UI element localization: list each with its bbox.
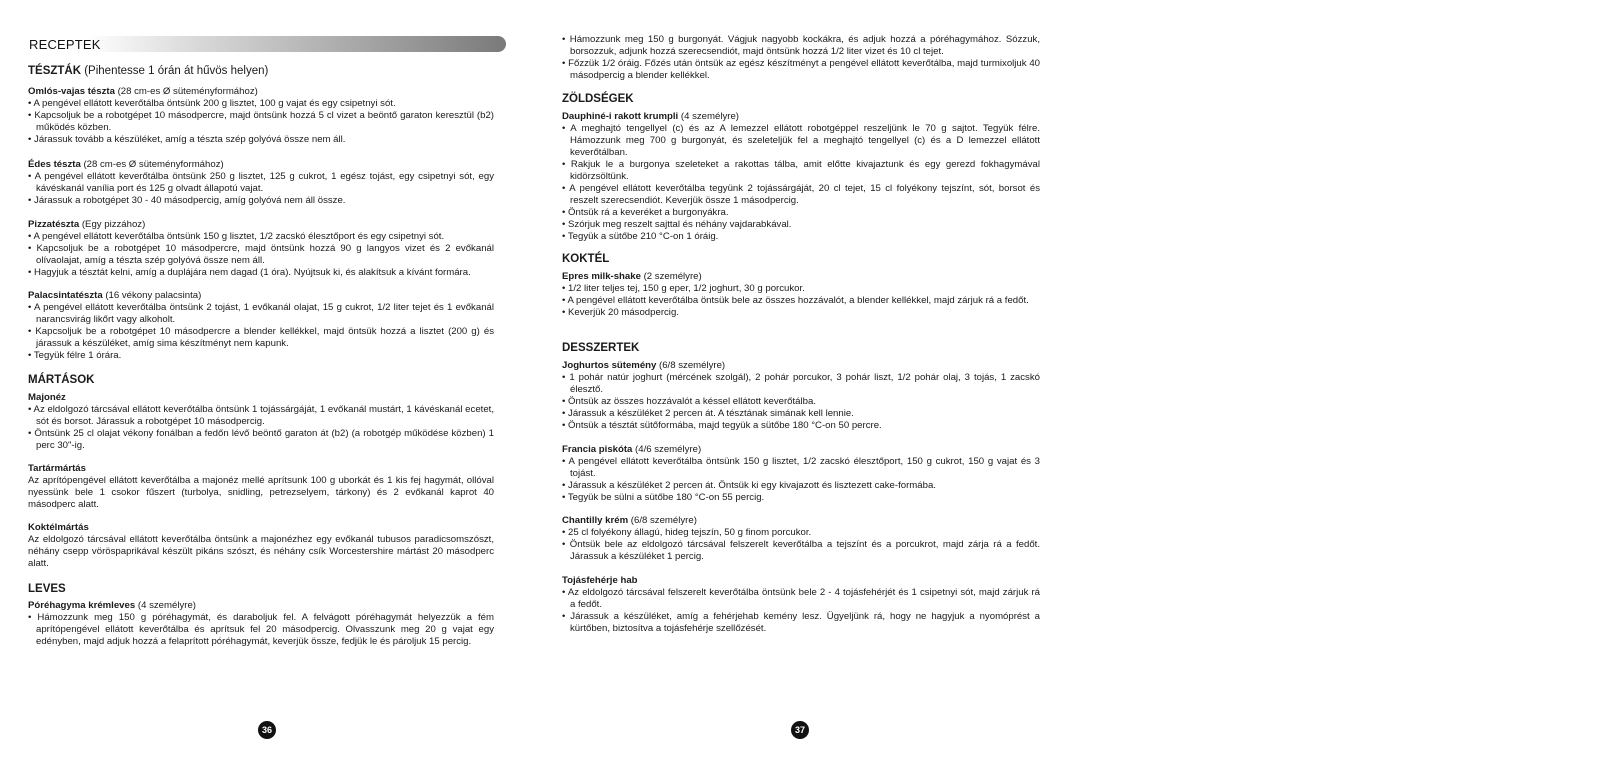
recipe-title: Omlós-vajas tészta [28, 86, 115, 97]
recipe-step: • 1 pohár natúr joghurt (mércének szolgál), 2 pohár porcukor, 3 pohár liszt, 1/2 pohár olaj, 3 tojás, 1 zacskó élesztő. [562, 372, 1040, 395]
recipe-step: • Járassuk tovább a készüléket, amíg a tészta szép golyóvá össze nem áll. [28, 134, 346, 145]
recipe-step: • Kapcsoljuk be a robotgépet 10 másodpercre a blender kellékkel, majd öntsük hozzá a lisztet (200 g) és járassuk a készüléket, amíg sima készítményt nem kapunk. [28, 326, 494, 349]
recipe-francia-piskota [562, 444, 1040, 504]
section-note-tesztak: (Pihentesse 1 órán át hűvös helyen) [81, 65, 269, 77]
recipe-note: (4 személyre) [135, 600, 196, 611]
section-heading-tesztak: TÉSZTÁK [28, 65, 82, 77]
section-heading-leves: LEVES [28, 583, 66, 595]
recipe-edes [28, 159, 494, 207]
recipe-step: • Öntsük az összes hozzávalót a késsel ellátott keverőtálba. [562, 396, 816, 407]
recipe-step: • 1/2 liter teljes tej, 150 g eper, 1/2 joghurt, 30 g porcukor. [562, 283, 805, 294]
recipe-text: Az aprítópengével ellátott keverőtálba a majonéz mellé aprítsunk 100 g uborkát és 1 kis fej hagymát, ollóval nyessünk bele 1 csokor fűszert (turbolya, snidling, petrezselyem, tárkony) és 2 evőkanál kaprot 40 másodperc alatt. [28, 475, 494, 510]
recipe-note: (16 vékony palacsinta) [102, 290, 202, 301]
section-desszertek [562, 342, 1040, 354]
recipe-dauphine [562, 111, 1040, 243]
section-leves [28, 583, 494, 595]
recipe-note: (6/8 személyre) [656, 360, 726, 371]
recipe-step: • Hámozzunk meg 150 g póréhagymát, és daraboljuk fel. A felvágott póréhagymát helyezzük a fém aprítópengével ellátott keverőtálba és aprítsuk fel 20 másodpercig. Olvasszunk meg 20 g vajat egy edényben, majd adjuk hozzá a felaprított póréhagymát, keverjük össze, fedjük le és pároljuk 15 percig. [28, 612, 494, 647]
recipe-note: (2 személyre) [640, 271, 702, 282]
recipe-step: • Járassuk a készüléket 2 percen át. A tésztának simának kell lennie. [562, 408, 854, 419]
recipe-note: (28 cm-es Ø süteményformához) [80, 159, 224, 170]
recipe-note: (4/6 személyre) [632, 444, 702, 455]
recipe-title: Édes tészta [28, 159, 81, 170]
recipe-palacsinta [28, 290, 494, 362]
recipe-step: • A pengével ellátott keverőtálba öntsünk 250 g lisztet, 125 g cukrot, 1 egész tojást, egy csipetnyi sót, egy kávéskanál vanília port és 125 g olvadt állapotú vajat. [28, 171, 494, 194]
recipe-step: • Főzzük 1/2 óráig. Főzés után öntsük az egész készítményt a pengével ellátott keverőtálba, majd turmixoljuk 40 másodpercig a blender kellékkel. [562, 58, 1040, 81]
recipe-title: Epres milk-shake [562, 271, 641, 282]
recipe-step: • Hámozzunk meg 150 g burgonyát. Vágjuk nagyobb kockákra, és adjuk hozzá a póréhagymához. Sózzuk, borsozzuk, adjunk hozzá szerecsendiót, majd öntsünk hozzá 1/2 liter vizet és 10 cl tejet. [562, 34, 1040, 57]
recipe-step: • A pengével ellátott keverőtálba öntsünk 150 g lisztet, 1/2 zacskó élesztőport és egy csipetnyi sót. [28, 231, 445, 242]
recipe-step: • Öntsünk 25 cl olajat vékony fonálban a fedőn lévő beöntő garaton át (b2) (a robotgép működése közben) 1 perc 30"-ig. [28, 428, 494, 451]
recipe-text: Az eldolgozó tárcsával ellátott keverőtálba öntsünk a majonézhez egy evőkanál tubusos paradicsomszószt, néhány csepp vöröspaprikával készült pikáns szószt, és néhány csík Worcestershire mártást 20 másodperc alatt. [28, 534, 494, 569]
recipe-step: • A pengével ellátott keverőtálba tegyünk 2 tojássárgáját, 20 cl tejet, 15 cl folyékony tejszínt, sót, borsot és reszelt szerecsendiót. Keverjük össze 1 másodpercig. [562, 183, 1040, 206]
recipe-koktelmartas [28, 522, 494, 570]
recipe-tartar [28, 463, 494, 511]
section-zoldsegek [562, 93, 1040, 105]
recipe-step: • Rakjuk le a burgonya szeleteket a rakottas tálba, amit előtte kivajaztunk és egy gerezd fokhagymával kidörzsöltünk. [562, 159, 1040, 182]
recipe-title: Tartármártás [28, 463, 86, 474]
recipe-step: • Járassuk a robotgépet 30 - 40 másodpercig, amíg golyóvá nem áll össze. [28, 195, 346, 206]
recipe-title: Póréhagyma krémleves [28, 600, 136, 611]
recipe-majonez [28, 392, 494, 452]
recipe-step: • Tegyük a sütőbe 210 °C-on 1 óráig. [562, 231, 719, 242]
recipe-note: (Egy pizzához) [79, 219, 146, 230]
recipe-title: Palacsintatészta [28, 290, 103, 301]
recipe-step: • Tegyük félre 1 órára. [28, 350, 122, 361]
recipe-pizza [28, 219, 494, 279]
recipe-step: • Az eldolgozó tárcsával felszerelt keverőtálba öntsünk bele 2 - 4 tojásfehérjét és 1 csipetnyi sót, majd zárjuk rá a fedőt. [562, 587, 1040, 610]
recipe-step: • Öntsük bele az eldolgozó tárcsával felszerelt keverőtálba a tejszínt és a porcukrot, majd zárja rá a fedőt. Járassuk a készüléket 1 percig. [562, 539, 1040, 562]
recipe-porehagyma [28, 600, 494, 648]
recipe-step: • A pengével ellátott keverőtálba öntsünk 150 g lisztet, 1/2 zacskó élesztőport, 150 g cukrot, 150 g vajat és 3 tojást. [562, 456, 1040, 479]
section-koktel [562, 253, 1040, 265]
page-number-right: 37 [791, 721, 809, 739]
section-martasok [28, 374, 494, 386]
recipe-omlos [28, 86, 494, 146]
recipe-step: • Hagyjuk a tésztát kelni, amíg a duplájára nem dagad (1 óra). Nyújtsuk ki, és alakítsuk a kívánt formára. [28, 267, 471, 278]
section-heading-desszertek: DESSZERTEK [562, 342, 640, 354]
recipe-step: • A pengével ellátott keverőtálba öntsünk 2 tojást, 1 evőkanál olajat, 15 g cukrot, 1/2 liter tejet és 1 evőkanál narancsvirág likőrt vagy alkoholt. [28, 302, 494, 325]
recipe-title: Pizzatészta [28, 219, 80, 230]
recipe-step: • Keverjük 20 másodpercig. [562, 307, 679, 318]
recipe-note: (6/8 személyre) [628, 515, 697, 526]
recipe-note: (4 személyre) [678, 111, 739, 122]
recipe-step: • 25 cl folyékony állagú, hideg tejszín, 50 g finom porcukor. [562, 527, 812, 538]
recipe-tojasfeherje-hab [562, 575, 1040, 635]
recipe-porehagyma-continued [562, 34, 1040, 82]
recipe-chantilly [562, 515, 1040, 563]
recipe-title: Joghurtos sütemény [562, 360, 657, 371]
recipe-step: • Öntsük rá a keveréket a burgonyákra. [562, 207, 729, 218]
recipe-step: • Járassuk a készüléket, amíg a fehérjehab kemény lesz. Ügyeljünk rá, hogy ne hagyjuk a nyomóprést a kürtőben, biztosítva a tojásfehérje szellőzését. [562, 611, 1040, 634]
recipe-step: • A pengével ellátott keverőtálba öntsük bele az összes hozzávalót, a blender kellékkel, majd zárjuk rá a fedőt. [562, 295, 1029, 306]
recipe-title: Koktélmártás [28, 522, 89, 533]
recipe-step: • Szórjuk meg reszelt sajttal és néhány vajdarabkával. [562, 219, 792, 230]
recipe-step: • A meghajtó tengellyel (c) és az A lemezzel ellátott robotgéppel reszeljünk le 70 g sajtot. Tegyük félre. Hámozzunk meg 700 g burgonyát, és szeleteljük fel a meghajtó tengellyel (c) és a D lemezzel ellátott keverőtálban. [562, 123, 1040, 158]
recipe-step: • A pengével ellátott keverőtálba öntsünk 200 g lisztet, 100 g vajat és egy csipetnyi sót. [28, 98, 396, 109]
page-header-title: RECEPTEK [29, 37, 101, 52]
recipe-step: • Tegyük be sülni a sütőbe 180 °C-on 55 percig. [562, 492, 765, 503]
recipe-step: • Kapcsoljuk be a robotgépet 10 másodpercre, majd öntsünk hozzá 90 g langyos vizet és 2 evőkanál olívaolajat, amíg a tészta szép golyóvá össze nem áll. [28, 243, 494, 266]
recipe-step: • Az eldolgozó tárcsával ellátott keverőtálba öntsünk 1 tojássárgáját, 1 evőkanál mustárt, 1 kávéskanál ecetet, sót és borsot. Járassuk a robotgépet 10 másodpercig. [28, 404, 494, 427]
section-heading-martasok: MÁRTÁSOK [28, 374, 95, 386]
section-heading-koktel: KOKTÉL [562, 253, 610, 265]
section-heading-zoldsegek: ZÖLDSÉGEK [562, 93, 634, 105]
recipe-note: (28 cm-es Ø süteményformához) [114, 86, 258, 97]
recipe-step: • Öntsük a tésztát sütőformába, majd tegyük a sütőbe 180 °C-on 50 percre. [562, 420, 882, 431]
page-number-left: 36 [258, 721, 276, 739]
recipe-step: • Kapcsoljuk be a robotgépet 10 másodpercre, majd öntsünk hozzá 5 cl vizet a beöntő garaton keresztül (b2) működés közben. [28, 110, 494, 133]
recipe-title: Chantilly krém [562, 515, 629, 526]
recipe-title: Dauphiné-i rakott krumpli [562, 111, 679, 122]
recipe-title: Tojásfehérje hab [562, 575, 638, 586]
recipe-epres-milkshake [562, 271, 1040, 319]
section-tesztak [28, 65, 506, 77]
recipe-step: • Járassuk a készüléket 2 percen át. Öntsük ki egy kivajazott és lisztezett cake-formába. [562, 480, 936, 491]
recipe-joghurtos [562, 360, 1040, 432]
recipe-title: Majonéz [28, 392, 66, 403]
recipe-title: Francia piskóta [562, 444, 633, 455]
